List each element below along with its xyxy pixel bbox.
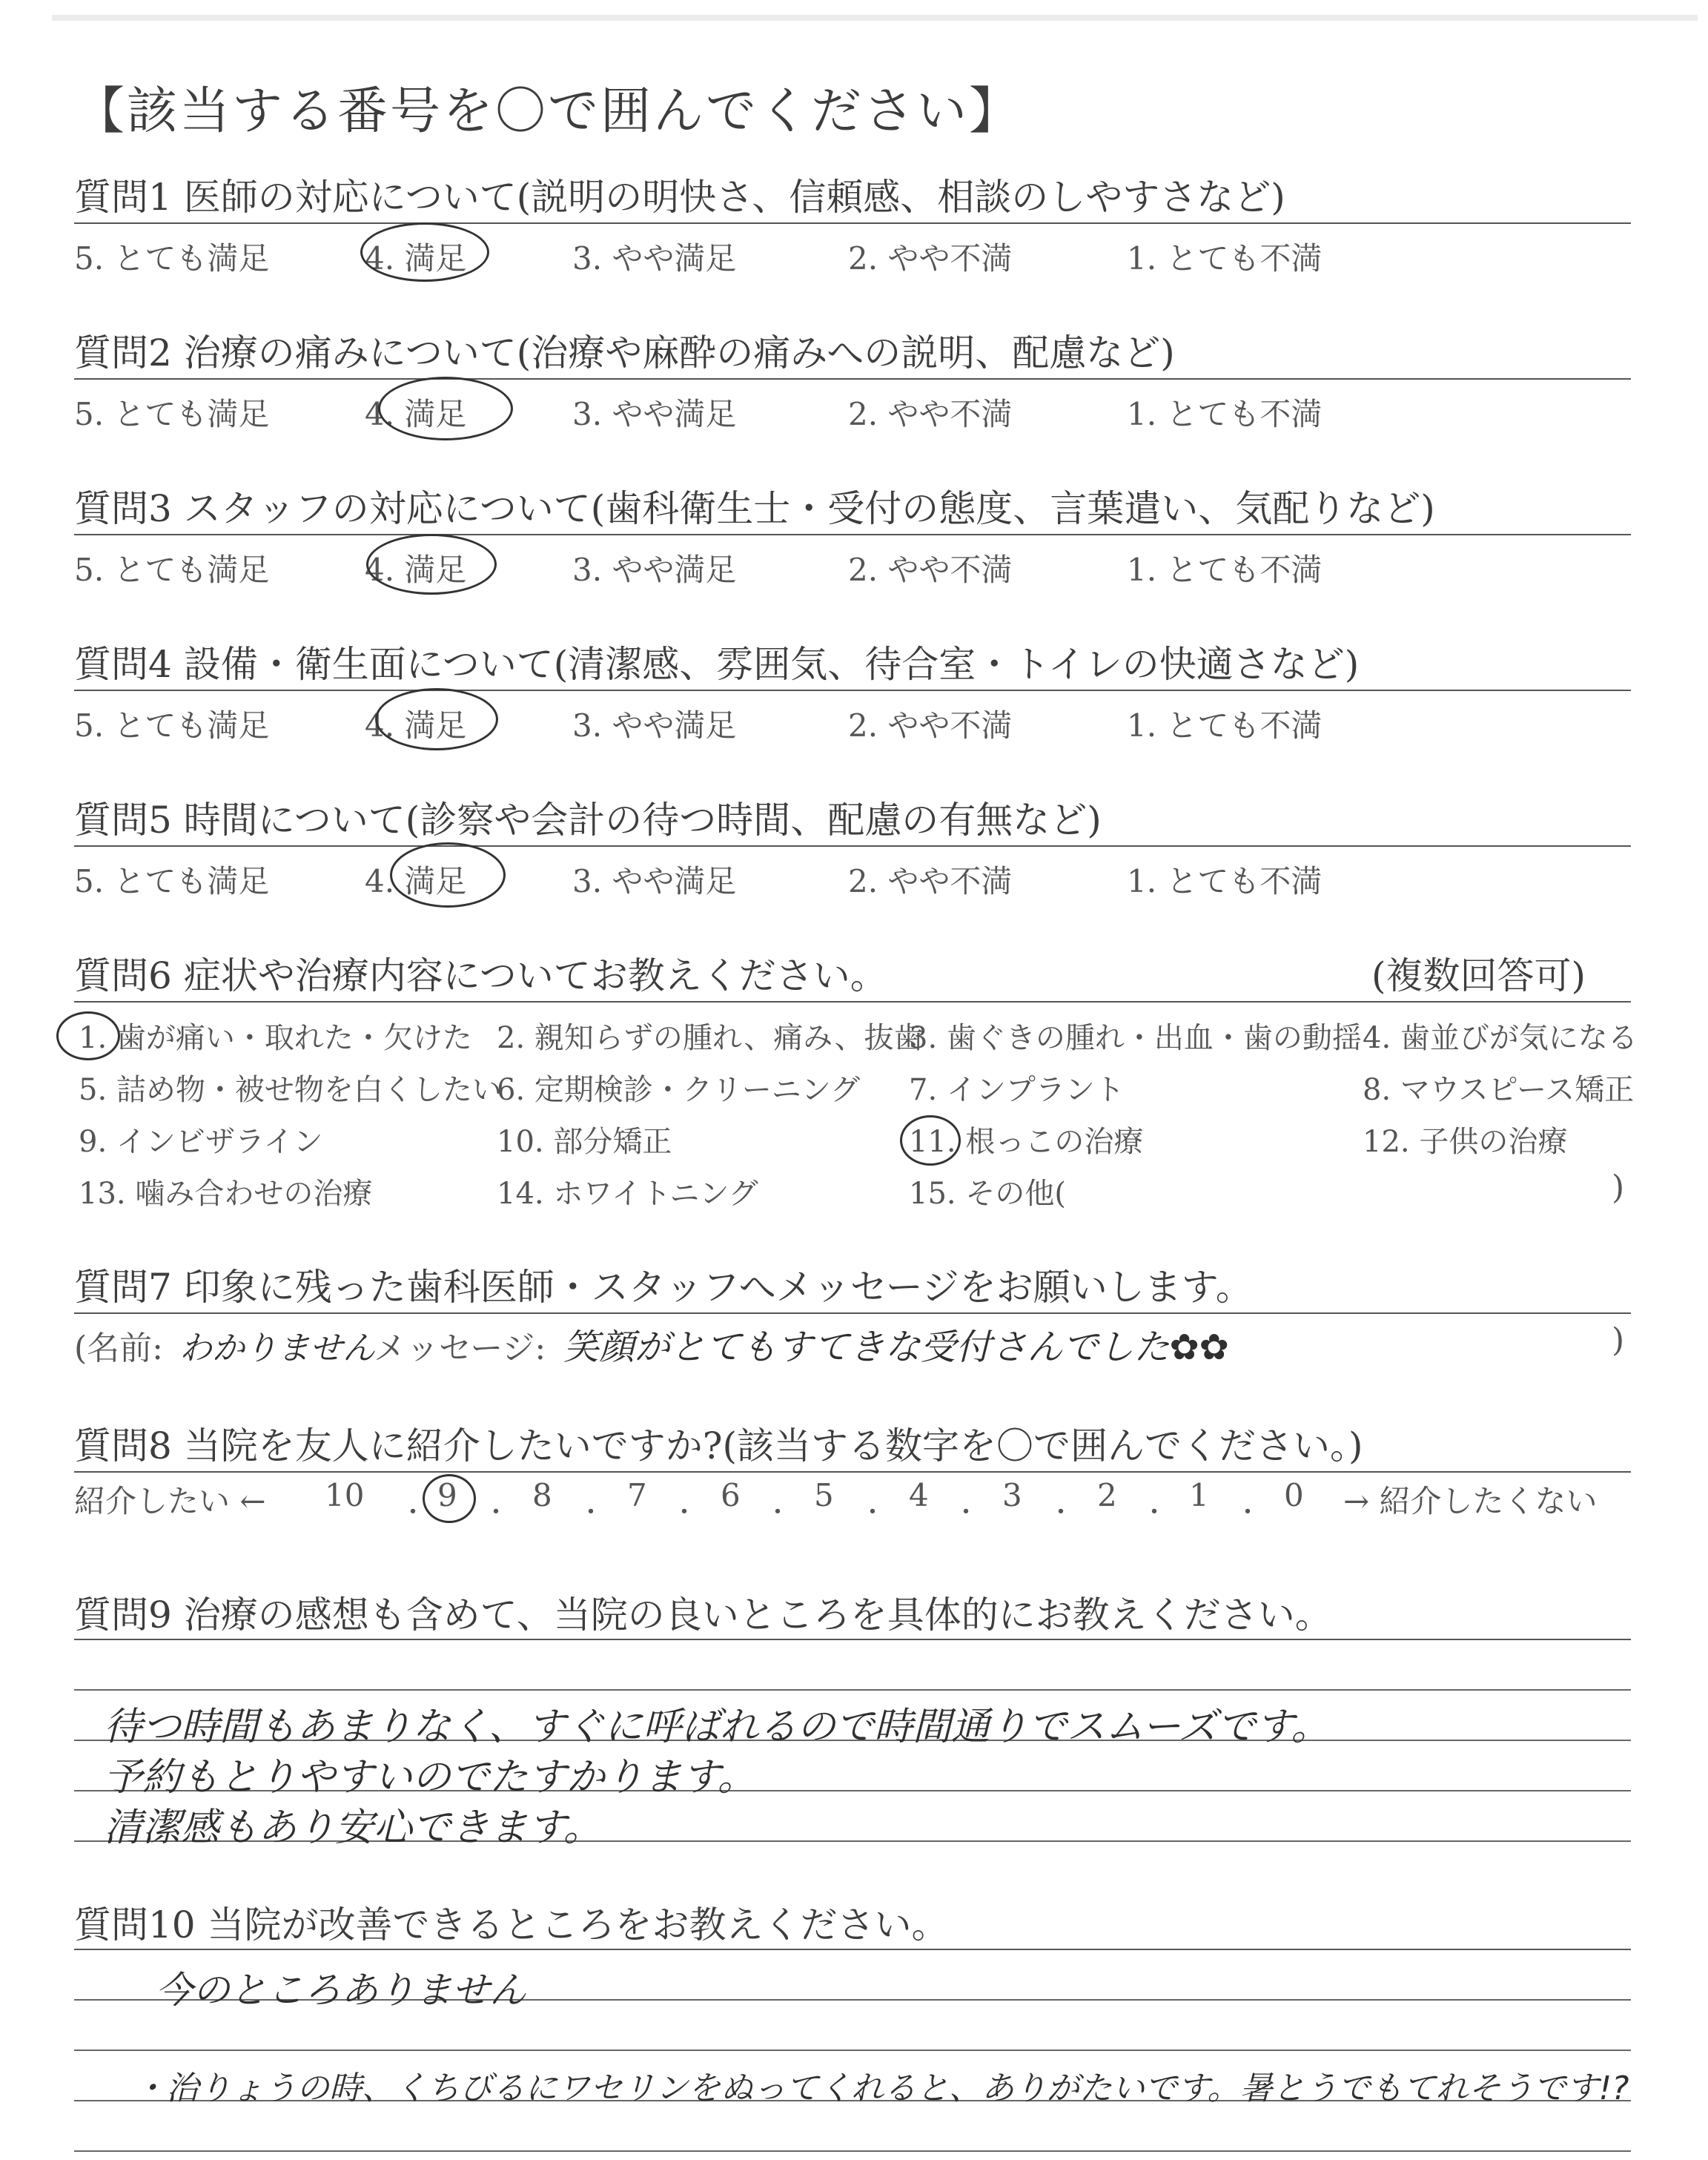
symptom-option-9[interactable]: 9. インビザライン — [79, 1125, 323, 1159]
selection-circle — [390, 842, 506, 908]
option-4[interactable]: 4. 満足 — [365, 863, 467, 899]
symptom-option-1[interactable]: 1. 歯が痛い・取れた・欠けた — [79, 1021, 472, 1055]
question-7-rule — [74, 1312, 1631, 1314]
option-2[interactable]: 2. やや不満 — [848, 552, 1013, 588]
question-1-rule — [74, 222, 1631, 224]
question-2: 質問2 治療の痛みについて(治療や麻酔の痛みへの説明、配慮など) — [74, 331, 1175, 374]
question-8-rule — [74, 1471, 1631, 1473]
answer-line — [74, 2050, 1631, 2051]
scale-left-label: 紹介したい ← — [74, 1483, 266, 1519]
question-3-options — [74, 546, 1631, 590]
scale-2[interactable]: 2 — [1097, 1477, 1117, 1513]
selection-circle — [366, 534, 497, 595]
scale-8[interactable]: 8 — [532, 1477, 552, 1513]
other-close-paren: ) — [1612, 1169, 1625, 1206]
scale-0[interactable]: 0 — [1284, 1477, 1304, 1513]
scale-right-label: → 紹介したくない — [1343, 1483, 1598, 1519]
option-2[interactable]: 2. やや不満 — [848, 863, 1013, 899]
scale-4[interactable]: 4 — [909, 1477, 929, 1513]
option-4[interactable]: 4. 満足 — [365, 707, 467, 744]
symptom-option-5[interactable]: 5. 詰め物・被せ物を白くしたい — [79, 1073, 502, 1107]
symptom-option-10[interactable]: 10. 部分矯正 — [497, 1125, 672, 1159]
question-9: 質問9 治療の感想も含めて、当院の良いところを具体的にお教えください。 — [74, 1593, 1332, 1636]
referral-scale — [0, 1477, 1708, 1522]
option-3[interactable]: 3. やや満足 — [572, 552, 737, 588]
option-2[interactable]: 2. やや不満 — [848, 707, 1013, 744]
symptom-option-11[interactable]: 11. 根っこの治療 — [909, 1125, 1144, 1159]
page-title: 【該当する番号を〇で囲んでください】 — [74, 82, 1022, 141]
symptom-option-3[interactable]: 3. 歯ぐきの腫れ・出血・歯の動揺 — [909, 1021, 1362, 1055]
symptom-option-7[interactable]: 7. インプラント — [909, 1073, 1125, 1107]
scale-10[interactable]: 10 — [325, 1477, 365, 1513]
option-2[interactable]: 2. やや不満 — [848, 240, 1013, 277]
survey-page: 【該当する番号を〇で囲んでください】 質問1 医師の対応について(説明の明快さ、信頼感、相談のしやすさなど) 5. とても満足 4. 満足 3. やや満足 2. やや不満 1. とても不満 質問2 治療の痛みについて(治療や麻酔の痛みへの説明、配慮など) 5. とても満足 4. 満足 3. やや満足 2. やや不満 1. とても不満 質問3 スタッフの対応について(歯科衛生士・受付の態度、言葉遣い、気配りなど) 5. とても満足 4. 満足 3. やや満足 2. やや不満 1. とても不満 質問4 設備・衛生面について(清潔感、雰囲気、待合室・トイレの快適さなど) 5. とても満足 4. 満足 3. やや満足 2. やや不満 1. とても不満 質問5 時間について(診察や会計の待つ時間、配慮の有無など) 5. とても満足 4. 満足 3. やや満足 2. やや不満 1. とても不満 質問6 症状や治療内容についてお教えください。 (複数回答可) 1. 歯が痛い・取れた・欠けた 2. 親知らずの腫れ、痛み、抜歯 3. 歯ぐきの腫れ・出血・歯の動揺 4. 歯並びが気になる 5. 詰め物・被せ物を白くしたい 6. 定期検診・クリーニング 7. インプラント 8. マウスピース矯正 9. インビザライン 10. 部分矯正 11. 根っこの治療 12. 子供の治療 13. 噛み合わせの治療 14. ホワイトニング 15. その他( ) 質問7 印象に残った歯科医師・スタッフへメッセージをお願いします。 (名前: わかりません メッセージ: 笑顔がとてもすてきな受付さんでした✿✿ ) 質問8 当院を友人に紹介したいですか?(該当する数字を〇で囲んでください。) 紹介したい ← 10 9 8 7 6 5 4 3 2 1 0 → 紹介したくない ・ ・ ・ ・ ・ ・ ・ ・ ・ ・ 質問9 治療の感想も含めて、当院の良いところを具体的にお教えください。 待つ時間もあまりなく、すぐに呼ばれるので時間通りでスムーズです。 予約もとりやすいのでたすかります。 清潔感もあり安心できます。 質問10 当院が改善できるところをお教えください。 今のところありません ・治りょうの時、くちびるにワセリンをぬってくれると、ありがたいです。暑とうでもてれそうです!? — [0, 0, 1708, 2160]
option-3[interactable]: 3. やや満足 — [572, 240, 737, 277]
selection-circle — [378, 377, 513, 440]
option-2[interactable]: 2. やや不満 — [848, 396, 1013, 432]
question-10: 質問10 当院が改善できるところをお教えください。 — [74, 1903, 949, 1946]
symptom-option-4[interactable]: 4. 歯並びが気になる — [1363, 1021, 1638, 1055]
q9-answer-3: 清潔感もあり安心できます。 — [104, 1806, 602, 1850]
option-4[interactable]: 4. 満足 — [365, 240, 467, 277]
message-close-paren: ) — [1612, 1321, 1625, 1359]
q10-answer-1: 今のところありません — [156, 1969, 526, 2012]
name-label: (名前: — [74, 1330, 163, 1367]
question-4-rule — [74, 690, 1631, 691]
option-4[interactable]: 4. 満足 — [365, 552, 467, 588]
option-1[interactable]: 1. とても不満 — [1127, 240, 1323, 277]
answer-line — [74, 2150, 1631, 2152]
question-1-options — [74, 234, 1631, 279]
selection-circle — [900, 1115, 961, 1166]
option-5[interactable]: 5. とても満足 — [74, 552, 270, 588]
question-10-rule — [74, 1949, 1631, 1950]
symptom-option-2[interactable]: 2. 親知らずの腫れ、痛み、抜歯 — [497, 1021, 924, 1055]
question-2-options — [74, 390, 1631, 435]
option-1[interactable]: 1. とても不満 — [1127, 863, 1323, 899]
question-3: 質問3 スタッフの対応について(歯科衛生士・受付の態度、言葉遣い、気配りなど) — [74, 487, 1435, 530]
selection-circle — [423, 1474, 476, 1523]
scale-6[interactable]: 6 — [721, 1477, 741, 1513]
scale-7[interactable]: 7 — [627, 1477, 647, 1513]
question-6: 質問6 症状や治療内容についてお教えください。 — [74, 954, 887, 997]
question-4-options — [74, 701, 1631, 746]
question-6-note: (複数回答可) — [1371, 954, 1586, 997]
option-3[interactable]: 3. やや満足 — [572, 707, 737, 744]
option-5[interactable]: 5. とても満足 — [74, 240, 270, 277]
message-label: メッセージ: — [374, 1330, 546, 1367]
message-value: 笑顔がとてもすてきな受付さんでした✿✿ — [563, 1327, 1229, 1368]
option-1[interactable]: 1. とても不満 — [1127, 707, 1323, 744]
selection-circle — [56, 1011, 120, 1060]
name-value: わかりません — [179, 1330, 375, 1367]
question-8: 質問8 当院を友人に紹介したいですか?(該当する数字を〇で囲んでください。) — [74, 1424, 1363, 1467]
scale-1[interactable]: 1 — [1189, 1477, 1209, 1513]
scale-5[interactable]: 5 — [814, 1477, 834, 1513]
question-5-options — [74, 857, 1631, 902]
option-1[interactable]: 1. とても不満 — [1127, 396, 1323, 432]
question-5-rule — [74, 845, 1631, 847]
symptom-option-6[interactable]: 6. 定期検診・クリーニング — [497, 1073, 861, 1107]
question-6-rule — [74, 1001, 1631, 1003]
symptom-option-8[interactable]: 8. マウスピース矯正 — [1363, 1073, 1635, 1107]
option-1[interactable]: 1. とても不満 — [1127, 552, 1323, 588]
option-4[interactable]: 4. 満足 — [365, 396, 467, 432]
symptom-option-13[interactable]: 13. 噛み合わせの治療 — [79, 1177, 373, 1211]
selection-circle — [375, 688, 498, 750]
symptom-option-12[interactable]: 12. 子供の治療 — [1363, 1125, 1568, 1159]
scale-3[interactable]: 3 — [1002, 1477, 1022, 1513]
q10-answer-2: ・治りょうの時、くちびるにワセリンをぬってくれると、ありがたいです。暑とうでもてれそうです!? — [133, 2070, 1629, 2107]
symptom-option-15[interactable]: 15. その他( — [909, 1177, 1066, 1211]
option-3[interactable]: 3. やや満足 — [572, 396, 737, 432]
question-5: 質問5 時間について(診察や会計の待つ時間、配慮の有無など) — [74, 799, 1102, 842]
symptom-option-14[interactable]: 14. ホワイトニング — [497, 1177, 758, 1211]
question-4: 質問4 設備・衛生面について(清潔感、雰囲気、待合室・トイレの快適さなど) — [74, 643, 1360, 686]
scan-edge — [52, 15, 1698, 21]
selection-circle — [360, 222, 489, 282]
question-9-rule — [74, 1639, 1631, 1640]
option-3[interactable]: 3. やや満足 — [572, 863, 737, 899]
question-2-rule — [74, 378, 1631, 380]
option-5[interactable]: 5. とても満足 — [74, 396, 270, 432]
q9-answer-2: 予約もとりやすいのでたすかります。 — [104, 1755, 756, 1800]
option-5[interactable]: 5. とても満足 — [74, 863, 270, 899]
scale-9[interactable]: 9 — [437, 1477, 457, 1513]
option-5[interactable]: 5. とても満足 — [74, 707, 270, 744]
question-3-rule — [74, 534, 1631, 535]
answer-line — [74, 1689, 1631, 1691]
question-1: 質問1 医師の対応について(説明の明快さ、信頼感、相談のしやすさなど) — [74, 176, 1285, 219]
question-7: 質問7 印象に残った歯科医師・スタッフへメッセージをお願いします。 — [74, 1266, 1253, 1309]
q9-answer-1: 待つ時間もあまりなく、すぐに呼ばれるので時間通りでスムーズです。 — [104, 1705, 1330, 1749]
